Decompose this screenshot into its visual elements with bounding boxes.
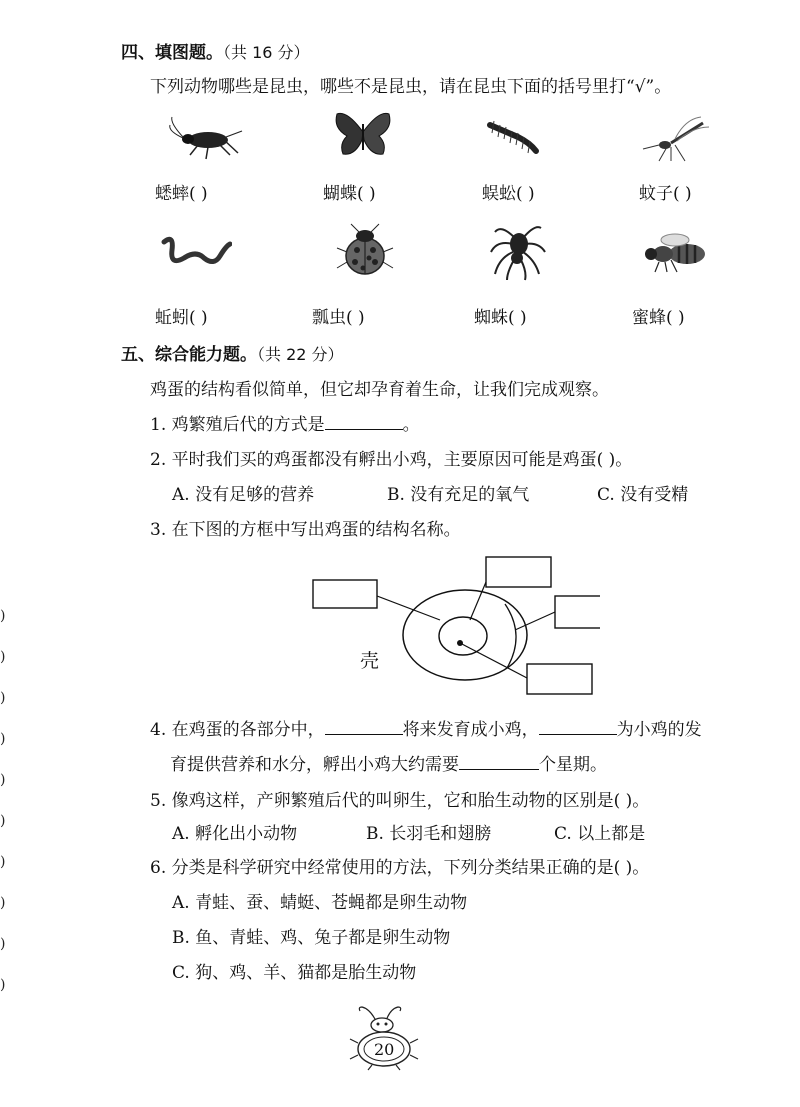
animal-label	[632, 303, 685, 328]
answer-paren[interactable]: ( )	[357, 184, 376, 204]
section-4-title: 四、填图题。	[121, 43, 223, 63]
question-5-option-b[interactable]: B. 长羽毛和翅膀	[366, 824, 492, 844]
question-6: 6. 分类是科学研究中经常使用的方法，下列分类结果正确的是( )。	[150, 858, 650, 878]
cricket-icon	[168, 113, 244, 163]
margin-mark: )	[0, 608, 6, 624]
question-1-text: 1. 鸡繁殖后代的方式是	[150, 415, 325, 435]
answer-blank[interactable]	[325, 716, 403, 735]
margin-mark: )	[0, 690, 6, 706]
question-1	[150, 410, 420, 435]
question-2-option-a[interactable]: A. 没有足够的营养	[172, 485, 315, 505]
question-5-option-a[interactable]: A. 孵化出小动物	[172, 824, 298, 844]
margin-mark: )	[0, 772, 6, 788]
question-5-option-c[interactable]: C. 以上都是	[554, 824, 646, 844]
page-number: 20	[374, 1040, 395, 1059]
margin-mark: )	[0, 936, 6, 952]
shell-label: 壳	[360, 650, 380, 672]
answer-paren[interactable]: ( )	[346, 308, 365, 328]
butterfly-icon	[333, 110, 393, 160]
answer-paren[interactable]: ( )	[516, 184, 535, 204]
section-5-title: 五、综合能力题。	[121, 345, 257, 365]
question-2-option-c[interactable]: C. 没有受精	[597, 485, 689, 505]
egg-yolk-outline	[439, 617, 487, 655]
centipede-icon	[484, 117, 544, 157]
question-2: 2. 平时我们买的鸡蛋都没有孵出小鸡，主要原因可能是鸡蛋( )。	[150, 450, 633, 470]
section-4-instruction: 下列动物哪些是昆虫，哪些不是昆虫，请在昆虫下面的括号里打“√”。	[150, 77, 672, 97]
section-4-heading	[121, 38, 310, 63]
question-6-option-b[interactable]: B. 鱼、青蛙、鸡、兔子都是卵生动物	[172, 928, 451, 948]
ladybug-icon	[333, 222, 395, 278]
margin-mark: )	[0, 895, 6, 911]
question-4-text: 将来发育成小鸡，	[402, 720, 539, 740]
question-2-option-b[interactable]: B. 没有充足的氧气	[387, 485, 530, 505]
animal-name: 蝴蝶	[323, 184, 357, 204]
animal-label	[155, 303, 208, 328]
margin-mark: )	[0, 977, 6, 993]
animal-name: 蜘蛛	[474, 308, 508, 328]
question-4-line-2	[170, 750, 607, 775]
answer-paren[interactable]: ( )	[508, 308, 527, 328]
section-5-heading	[121, 340, 344, 365]
label-box-embryo[interactable]	[527, 664, 592, 694]
answer-blank[interactable]	[325, 411, 403, 430]
ladybug-page-badge-icon	[346, 1003, 420, 1071]
animal-label	[323, 179, 376, 204]
earthworm-icon	[160, 236, 232, 270]
question-4-text: 个星期。	[539, 755, 607, 775]
animal-label	[312, 303, 365, 328]
question-6-option-a[interactable]: A. 青蛙、蚕、蜻蜓、苍蝇都是卵生动物	[172, 893, 468, 913]
mosquito-icon	[641, 115, 713, 163]
section-4-points: （共 16 分）	[223, 43, 310, 62]
label-box-yolk[interactable]	[486, 557, 551, 587]
animal-label	[155, 179, 208, 204]
margin-mark: )	[0, 813, 6, 829]
answer-paren[interactable]: ( )	[189, 308, 208, 328]
animal-label	[639, 179, 692, 204]
animal-label	[482, 179, 535, 204]
animal-name: 瓢虫	[312, 308, 346, 328]
animal-name: 蚊子	[639, 184, 673, 204]
section-5-intro: 鸡蛋的结构看似简单，但它却孕育着生命，让我们完成观察。	[150, 380, 609, 400]
section-5-points: （共 22 分）	[257, 345, 344, 364]
question-4-text: 为小鸡的发	[616, 720, 702, 740]
answer-paren[interactable]: ( )	[189, 184, 208, 204]
leader-line	[470, 582, 486, 620]
animal-label	[474, 303, 527, 328]
question-3: 3. 在下图的方框中写出鸡蛋的结构名称。	[150, 520, 461, 540]
egg-structure-diagram	[300, 550, 600, 700]
animal-name: 蟋蟀	[155, 184, 189, 204]
question-4-line-1	[150, 715, 702, 740]
animal-name: 蚯蚓	[155, 308, 189, 328]
question-5: 5. 像鸡这样，产卵繁殖后代的叫卵生，它和胎生动物的区别是( )。	[150, 791, 650, 811]
animal-name: 蜈蚣	[482, 184, 516, 204]
question-4-text: 4. 在鸡蛋的各部分中，	[150, 720, 325, 740]
air-cell-line	[505, 604, 516, 668]
margin-mark: )	[0, 731, 6, 747]
spider-icon	[487, 218, 547, 282]
label-box-egg-white[interactable]	[313, 580, 377, 608]
answer-blank[interactable]	[459, 751, 539, 770]
question-1-end: 。	[402, 415, 420, 435]
answer-blank[interactable]	[539, 716, 617, 735]
animal-name: 蜜蜂	[632, 308, 666, 328]
margin-mark: )	[0, 649, 6, 665]
question-6-option-c[interactable]: C. 狗、鸡、羊、猫都是胎生动物	[172, 963, 417, 983]
question-4-text: 育提供营养和水分，孵出小鸡大约需要	[170, 755, 459, 775]
answer-paren[interactable]: ( )	[666, 308, 685, 328]
label-box-air-cell[interactable]	[555, 596, 600, 628]
bee-icon	[639, 232, 713, 274]
answer-paren[interactable]: ( )	[673, 184, 692, 204]
margin-mark: )	[0, 854, 6, 870]
